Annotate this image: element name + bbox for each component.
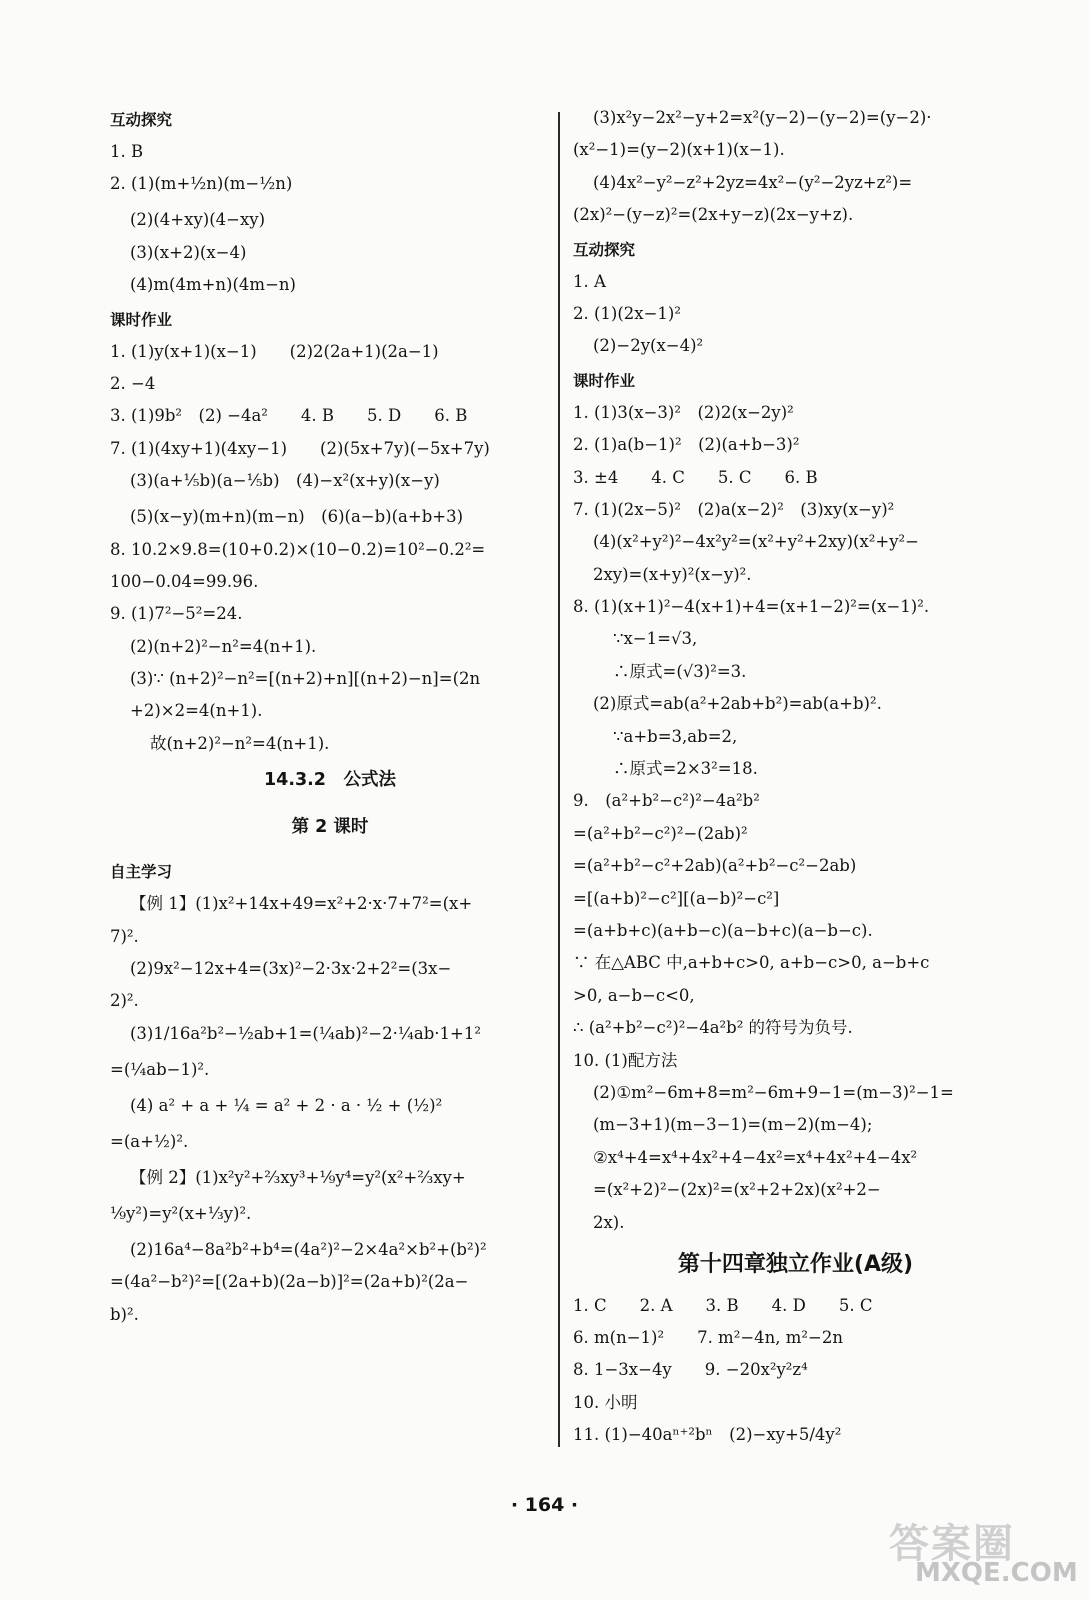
answer-line: =(4a²−b²)²=[(2a+b)(2a−b)]²=(2a+b)²(2a−	[110, 1272, 469, 1292]
answer-line: (3)1/16a²b²−½ab+1=(¼ab)²−2·¼ab·1+1²	[130, 1023, 481, 1043]
answer-line: (2)16a⁴−8a²b²+b⁴=(4a²)²−2×4a²×b²+(b²)²	[130, 1239, 487, 1259]
answer-line: (5)(x−y)(m+n)(m−n) (6)(a−b)(a+b+3)	[130, 507, 464, 527]
answer-line: 8. 10.2×9.8=(10+0.2)×(10−0.2)=10²−0.2²=	[110, 539, 486, 559]
answer-line: ∴原式=2×3²=18.	[613, 759, 758, 779]
answer-line: 7. (1)(4xy+1)(4xy−1) (2)(5x+7y)(−5x+7y)	[110, 438, 490, 458]
answer-line: (2)9x²−12x+4=(3x)²−2·3x·2+2²=(3x−	[130, 959, 452, 979]
answer-line: 9. (a²+b²−c²)²−4a²b²	[573, 791, 760, 811]
answer-line: (3)∵ (n+2)²−n²=[(n+2)+n][(n+2)−n]=(2n	[130, 669, 481, 689]
answer-line: 2. (1)(m+½n)(m−½n)	[110, 174, 293, 194]
answer-line: (4) a² + a + ¼ = a² + 2 · a · ½ + (½)²	[130, 1095, 443, 1115]
section-heading: 互动探究	[110, 111, 173, 129]
answer-line: (3)(a+⅕b)(a−⅕b) (4)−x²(x+y)(x−y)	[130, 471, 440, 491]
answer-line: (x²−1)=(y−2)(x+1)(x−1).	[573, 140, 785, 160]
answer-line: 100−0.04=99.96.	[110, 571, 259, 591]
watermark-logo: 答案圈	[889, 1521, 1015, 1567]
answer-line: (4)4x²−y²−z²+2yz=4x²−(y²−2yz+z²)=	[593, 172, 913, 192]
answer-line: (2)①m²−6m+8=m²−6m+9−1=(m−3)²−1=	[593, 1082, 954, 1102]
answer-line: 2. (1)a(b−1)² (2)(a+b−3)²	[573, 435, 800, 455]
answer-line: (2)(n+2)²−n²=4(n+1).	[130, 636, 317, 656]
answer-line: (2x)²−(y−z)²=(2x+y−z)(2x−y+z).	[573, 205, 854, 225]
answer-line: 7. (1)(2x−5)² (2)a(x−2)² (3)xy(x−y)²	[573, 499, 895, 519]
answer-line: 1. B	[110, 142, 144, 161]
page-number: · 164 ·	[510, 1494, 579, 1516]
answer-line: 10. (1)配方法	[573, 1050, 678, 1070]
answer-line: >0, a−b−c<0,	[573, 985, 695, 1005]
answer-line: (2)原式=ab(a²+2ab+b²)=ab(a+b)².	[593, 694, 882, 714]
answer-line: 10. 小明	[573, 1392, 638, 1412]
answer-line: 9. (1)7²−5²=24.	[110, 604, 243, 624]
answer-line: 1. (1)y(x+1)(x−1) (2)2(2a+1)(2a−1)	[110, 341, 439, 361]
answer-line: 2xy)=(x+y)²(x−y)².	[593, 564, 752, 584]
answer-line: 故(n+2)²−n²=4(n+1).	[150, 733, 330, 753]
answer-line: 2. −4	[110, 373, 156, 393]
answer-line: (3)x²y−2x²−y+2=x²(y−2)−(y−2)=(y−2)·	[593, 108, 932, 127]
answer-line: 1. C 2. A 3. B 4. D 5. C	[573, 1295, 873, 1315]
answer-line: 11. (1)−40aⁿ⁺²bⁿ (2)−xy+5/4y²	[573, 1425, 842, 1445]
answer-line: ∴ (a²+b²−c²)²−4a²b² 的符号为负号.	[573, 1018, 853, 1038]
answer-line: ∵ 在△ABC 中,a+b+c>0, a+b−c>0, a−b+c	[573, 953, 930, 973]
answer-line: 6. m(n−1)² 7. m²−4n, m²−2n	[573, 1327, 843, 1347]
answer-line: =(¼ab−1)².	[110, 1059, 210, 1079]
answer-line: =(a+b+c)(a+b−c)(a−b+c)(a−b−c).	[573, 920, 873, 940]
answer-line: 【例 2】(1)x²y²+⅔xy³+⅑y⁴=y²(x²+⅔xy+	[130, 1167, 466, 1187]
answer-line: 【例 1】(1)x²+14x+49=x²+2·x·7+7²=(x+	[130, 894, 473, 914]
answer-line: 1. A	[573, 271, 606, 291]
section-heading: 自主学习	[110, 863, 173, 882]
answer-line: ②x⁴+4=x⁴+4x²+4−4x²=x⁴+4x²+4−4x²	[593, 1147, 918, 1167]
section-title: 14.3.2 公式法	[263, 770, 396, 791]
answer-line: (4)m(4m+n)(4m−n)	[130, 275, 296, 295]
answer-line: ∵a+b=3,ab=2,	[613, 726, 738, 746]
section-heading: 课时作业	[110, 310, 173, 329]
answer-line: 2x).	[593, 1212, 625, 1232]
section-heading: 课时作业	[573, 371, 636, 390]
answer-line: =(x²+2)²−(2x)²=(x²+2+2x)(x²+2−	[593, 1180, 881, 1200]
answer-line: =(a²+b²−c²)²−(2ab)²	[573, 823, 748, 843]
answer-line: =[(a+b)²−c²][(a−b)²−c²]	[573, 888, 780, 908]
answer-line: 3. (1)9b² (2) −4a² 4. B 5. D 6. B	[110, 406, 468, 426]
answer-line: ∴原式=(√3)²=3.	[613, 661, 747, 681]
answer-line: ⅑y²)=y²(x+⅓y)².	[110, 1203, 252, 1223]
left-column	[110, 108, 550, 1337]
right-column	[573, 108, 1018, 1461]
chapter-title: 第十四章独立作业(A级)	[677, 1251, 914, 1277]
answer-line: 2)².	[110, 991, 139, 1011]
answer-line: (2)(4+xy)(4−xy)	[130, 210, 266, 230]
column-divider	[558, 112, 560, 1447]
answer-line: (m−3+1)(m−3−1)=(m−2)(m−4);	[593, 1115, 873, 1135]
answer-line: =(a+½)².	[110, 1131, 189, 1151]
answer-line: b)².	[110, 1304, 139, 1324]
answer-line: +2)×2=4(n+1).	[130, 701, 263, 721]
answer-line: ∵x−1=√3,	[613, 629, 698, 649]
answer-line: 2. (1)(2x−1)²	[573, 303, 681, 323]
watermark	[889, 1512, 1077, 1592]
answer-line: 8. 1−3x−4y 9. −20x²y²z⁴	[573, 1360, 808, 1380]
section-title: 第 2 课时	[291, 817, 369, 838]
answer-line: (2)−2y(x−4)²	[593, 336, 704, 356]
answer-line: 3. ±4 4. C 5. C 6. B	[573, 467, 818, 487]
watermark-url: MXQE.COM	[915, 1558, 1078, 1588]
answer-line: =(a²+b²−c²+2ab)(a²+b²−c²−2ab)	[573, 856, 857, 876]
answer-line: 8. (1)(x+1)²−4(x+1)+4=(x+1−2)²=(x−1)².	[573, 597, 930, 617]
answer-line: 7)².	[110, 926, 139, 946]
answer-line: (3)(x+2)(x−4)	[130, 242, 247, 262]
section-heading: 互动探究	[573, 240, 636, 259]
answer-line: (4)(x²+y²)²−4x²y²=(x²+y²+2xy)(x²+y²−	[593, 532, 919, 552]
answer-line: 1. (1)3(x−3)² (2)2(x−2y)²	[573, 402, 794, 422]
